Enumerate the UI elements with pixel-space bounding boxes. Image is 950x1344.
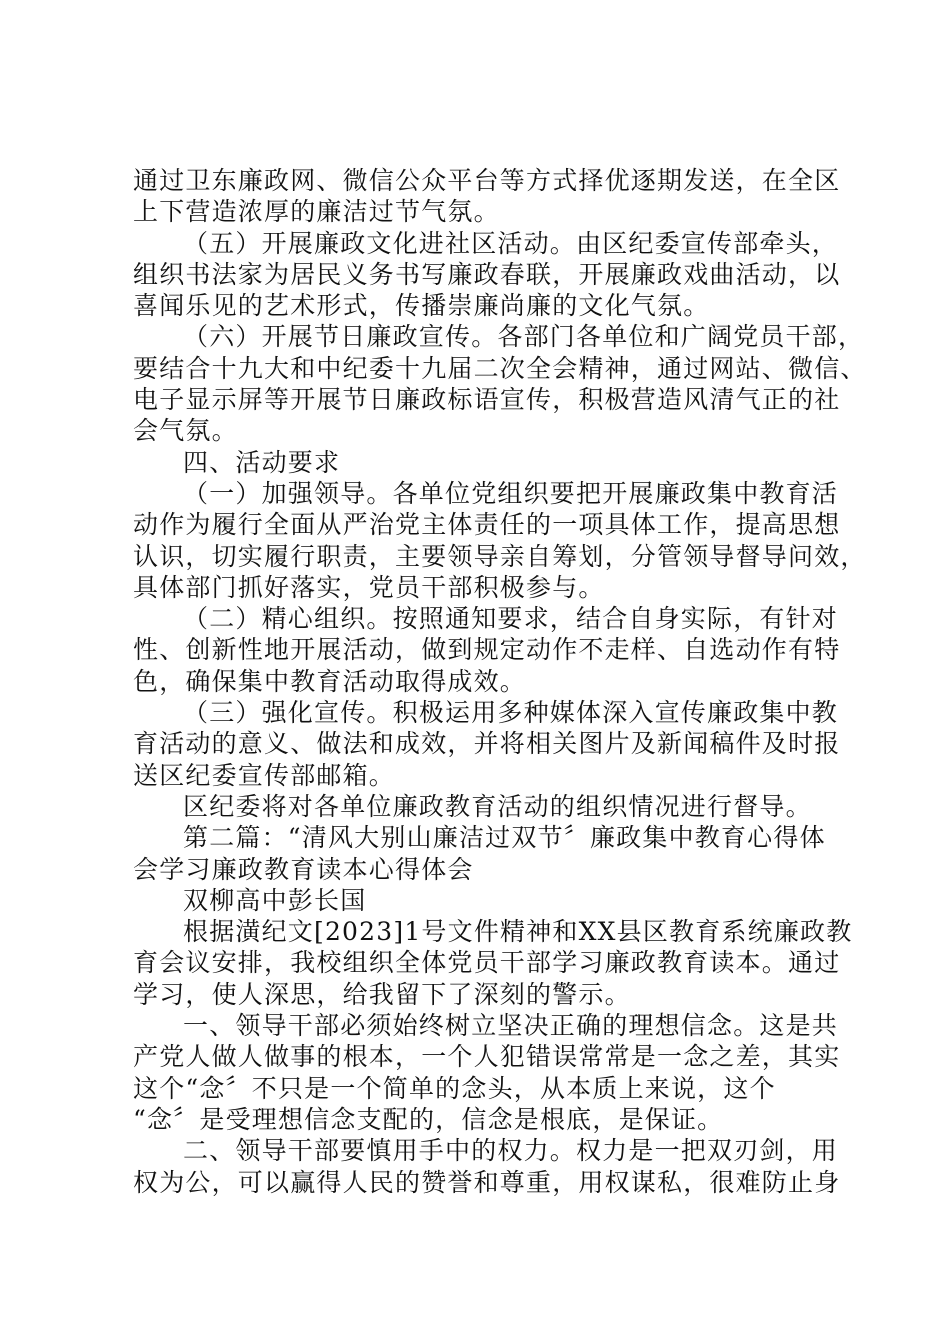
text-line: 会气氛。 [133,416,238,446]
text-line: 区纪委将对各单位廉政教育活动的组织情况进行督导。 [183,791,812,821]
text-line: 育会议安排，我校组织全体党员干部学习廉政教育读本。通过 [133,948,841,978]
text-line: （二）精心组织。按照通知要求，结合自身实际，有针对 [183,604,839,634]
text-line: 权为公，可以赢得人民的赞誉和尊重，用权谋私，很难防止身 [133,1167,841,1197]
text-line: 送区纪委宣传部邮箱。 [133,760,396,790]
text-line: （五）开展廉政文化进社区活动。由区纪委宣传部牵头， [183,228,839,258]
text-line: 一、领导干部必须始终树立坚决正确的理想信念。这是共 [183,1011,839,1041]
text-line: 这个“念〞不只是一个简单的念头，从本质上来说，这个 [133,1073,776,1103]
text-line: 学习，使人深思，给我留下了深刻的警示。 [133,979,631,1009]
text-line: 根据潢纪文[2023]1号文件精神和XX县区教育系统廉政教 [183,917,853,947]
text-line: 上下营造浓厚的廉洁过节气氛。 [133,197,500,227]
text-line: 产党人做人做事的根本，一个人犯错误常常是一念之差，其实 [133,1042,841,1072]
article-title: 会学习廉政教育读本心得体会 [133,854,474,884]
text-line: 具体部门抓好落实，党员干部积极参与。 [133,572,605,602]
document-body [133,165,867,1198]
text-line: （三）强化宣传。积极运用多种媒体深入宣传廉政集中教 [183,698,839,728]
author-line: 双柳高中彭长国 [183,885,367,915]
text-line: 组织书法家为居民义务书写廉政春联，开展廉政戏曲活动，以 [133,259,841,289]
text-line: 喜闻乐见的艺术形式，传播崇廉尚廉的文化气氛。 [133,291,710,321]
text-line: （六）开展节日廉政宣传。各部门各单位和广阔党员干部， [183,322,865,352]
text-line: 要结合十九大和中纪委十九届二次全会精神，通过网站、微信、 [133,353,867,383]
text-line: 动作为履行全面从严治党主体责任的一项具体工作，提高思想 [133,510,841,540]
text-line: 育活动的意义、做法和成效，并将相关图片及新闻稿件及时报 [133,729,841,759]
article-title: 第二篇：“清风大别山廉洁过双节〞廉政集中教育心得体 [183,823,826,853]
text-line: 认识，切实履行职责，主要领导亲自筹划，分管领导督导问效， [133,541,867,571]
text-line: 性、创新性地开展活动，做到规定动作不走样、自选动作有特 [133,635,841,665]
text-line: “念〞是受理想信念支配的，信念是根底，是保证。 [133,1104,724,1134]
text-line: （一）加强领导。各单位党组织要把开展廉政集中教育活 [183,478,839,508]
text-line: 电子显示屏等开展节日廉政标语宣传，积极营造风清气正的社 [133,385,841,415]
text-line: 色，确保集中教育活动取得成效。 [133,666,527,696]
text-line: 二、领导干部要慎用手中的权力。权力是一把双刃剑，用 [183,1136,839,1166]
text-line: 通过卫东廉政网、微信公众平台等方式择优逐期发送，在全区 [133,166,841,195]
section-heading: 四、活动要求 [183,447,341,477]
